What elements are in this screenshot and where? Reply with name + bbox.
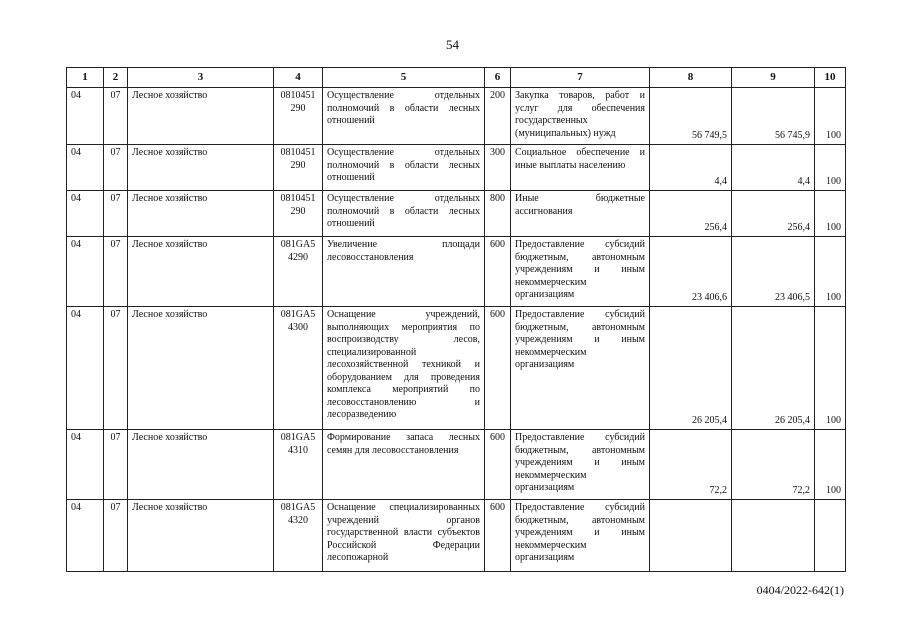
cell-target-article: 081GA5 4320 bbox=[274, 500, 323, 572]
cell-expense-name: Предоставление субсидий бюджетным, автономным учреждениям и иным некоммерческим организациям bbox=[511, 430, 650, 500]
cell-target-article: 081GA5 4290 bbox=[274, 237, 323, 307]
cell-expense-type: 800 bbox=[485, 191, 511, 237]
cell-approved-amount: 56 749,5 bbox=[650, 88, 732, 145]
cell-section: 04 bbox=[67, 145, 104, 191]
header-col-4: 4 bbox=[274, 68, 323, 88]
cell-section: 04 bbox=[67, 500, 104, 572]
cell-expense-name: Предоставление субсидий бюджетным, автономным учреждениям и иным некоммерческим организациям bbox=[511, 500, 650, 572]
header-col-7: 7 bbox=[511, 68, 650, 88]
header-col-3: 3 bbox=[128, 68, 274, 88]
cell-expense-type: 600 bbox=[485, 237, 511, 307]
cell-description: Осуществление отдельных полномочий в области лесных отношений bbox=[323, 145, 485, 191]
cell-percent: 100 bbox=[815, 430, 846, 500]
cell-name: Лесное хозяйство bbox=[128, 430, 274, 500]
cell-name: Лесное хозяйство bbox=[128, 145, 274, 191]
cell-subsection: 07 bbox=[104, 191, 128, 237]
cell-section: 04 bbox=[67, 191, 104, 237]
cell-description: Осуществление отдельных полномочий в области лесных отношений bbox=[323, 88, 485, 145]
cell-section: 04 bbox=[67, 88, 104, 145]
cell-expense-name: Иные бюджетные ассигнования bbox=[511, 191, 650, 237]
header-col-8: 8 bbox=[650, 68, 732, 88]
header-col-5: 5 bbox=[323, 68, 485, 88]
table-row bbox=[67, 191, 846, 237]
header-row bbox=[67, 68, 846, 88]
table-row bbox=[67, 88, 846, 145]
cell-description: Оснащение учреждений, выполняющих мероприятия по воспроизводству лесов, специализированной лесохозяйственной техникой и оборудованием для проведения комплекса мероприятий по лесовосстановлению и лесоразведению bbox=[323, 307, 485, 430]
cell-percent: 100 bbox=[815, 237, 846, 307]
table-row bbox=[67, 307, 846, 430]
cell-subsection: 07 bbox=[104, 430, 128, 500]
cell-expense-name: Предоставление субсидий бюджетным, автономным учреждениям и иным некоммерческим организациям bbox=[511, 237, 650, 307]
document-id: 0404/2022-642(1) bbox=[756, 583, 844, 597]
cell-subsection: 07 bbox=[104, 145, 128, 191]
cell-executed-amount: 256,4 bbox=[732, 191, 815, 237]
cell-executed-amount: 72,2 bbox=[732, 430, 815, 500]
cell-expense-name: Закупка товаров, работ и услуг для обеспечения государственных (муниципальных) нужд bbox=[511, 88, 650, 145]
header-col-6: 6 bbox=[485, 68, 511, 88]
cell-approved-amount bbox=[650, 500, 732, 572]
cell-approved-amount: 256,4 bbox=[650, 191, 732, 237]
cell-expense-name: Предоставление субсидий бюджетным, автономным учреждениям и иным некоммерческим организациям bbox=[511, 307, 650, 430]
table-row bbox=[67, 430, 846, 500]
cell-expense-type: 600 bbox=[485, 500, 511, 572]
cell-percent bbox=[815, 500, 846, 572]
table-row bbox=[67, 145, 846, 191]
cell-expense-type: 200 bbox=[485, 88, 511, 145]
cell-approved-amount: 23 406,6 bbox=[650, 237, 732, 307]
cell-description: Формирование запаса лесных семян для лесовосстановления bbox=[323, 430, 485, 500]
cell-subsection: 07 bbox=[104, 88, 128, 145]
cell-percent: 100 bbox=[815, 88, 846, 145]
cell-section: 04 bbox=[67, 237, 104, 307]
cell-percent: 100 bbox=[815, 307, 846, 430]
cell-target-article: 081GA5 4310 bbox=[274, 430, 323, 500]
cell-subsection: 07 bbox=[104, 500, 128, 572]
cell-executed-amount: 26 205,4 bbox=[732, 307, 815, 430]
page-number: 54 bbox=[446, 37, 459, 52]
header-col-1: 1 bbox=[67, 68, 104, 88]
cell-approved-amount: 72,2 bbox=[650, 430, 732, 500]
table-row bbox=[67, 500, 846, 572]
cell-name: Лесное хозяйство bbox=[128, 88, 274, 145]
cell-expense-name: Социальное обеспечение и иные выплаты населению bbox=[511, 145, 650, 191]
cell-expense-type: 600 bbox=[485, 307, 511, 430]
cell-approved-amount: 26 205,4 bbox=[650, 307, 732, 430]
cell-name: Лесное хозяйство bbox=[128, 237, 274, 307]
cell-section: 04 bbox=[67, 307, 104, 430]
cell-target-article: 0810451 290 bbox=[274, 88, 323, 145]
cell-name: Лесное хозяйство bbox=[128, 500, 274, 572]
cell-target-article: 0810451 290 bbox=[274, 191, 323, 237]
cell-executed-amount bbox=[732, 500, 815, 572]
cell-description: Осуществление отдельных полномочий в области лесных отношений bbox=[323, 191, 485, 237]
cell-executed-amount: 56 745,9 bbox=[732, 88, 815, 145]
cell-description: Оснащение специализированных учреждений органов государственной власти субъектов Российской Федерации лесопожарной bbox=[323, 500, 485, 572]
header-col-2: 2 bbox=[104, 68, 128, 88]
budget-table bbox=[66, 67, 846, 572]
cell-name: Лесное хозяйство bbox=[128, 307, 274, 430]
header-col-10: 10 bbox=[815, 68, 846, 88]
header-col-9: 9 bbox=[732, 68, 815, 88]
cell-section: 04 bbox=[67, 430, 104, 500]
cell-executed-amount: 23 406,5 bbox=[732, 237, 815, 307]
cell-expense-type: 600 bbox=[485, 430, 511, 500]
cell-executed-amount: 4,4 bbox=[732, 145, 815, 191]
cell-target-article: 081GA5 4300 bbox=[274, 307, 323, 430]
cell-percent: 100 bbox=[815, 191, 846, 237]
cell-percent: 100 bbox=[815, 145, 846, 191]
cell-approved-amount: 4,4 bbox=[650, 145, 732, 191]
table-row bbox=[67, 237, 846, 307]
cell-description: Увеличение площади лесовосстановления bbox=[323, 237, 485, 307]
cell-subsection: 07 bbox=[104, 237, 128, 307]
cell-expense-type: 300 bbox=[485, 145, 511, 191]
cell-subsection: 07 bbox=[104, 307, 128, 430]
cell-name: Лесное хозяйство bbox=[128, 191, 274, 237]
cell-target-article: 0810451 290 bbox=[274, 145, 323, 191]
